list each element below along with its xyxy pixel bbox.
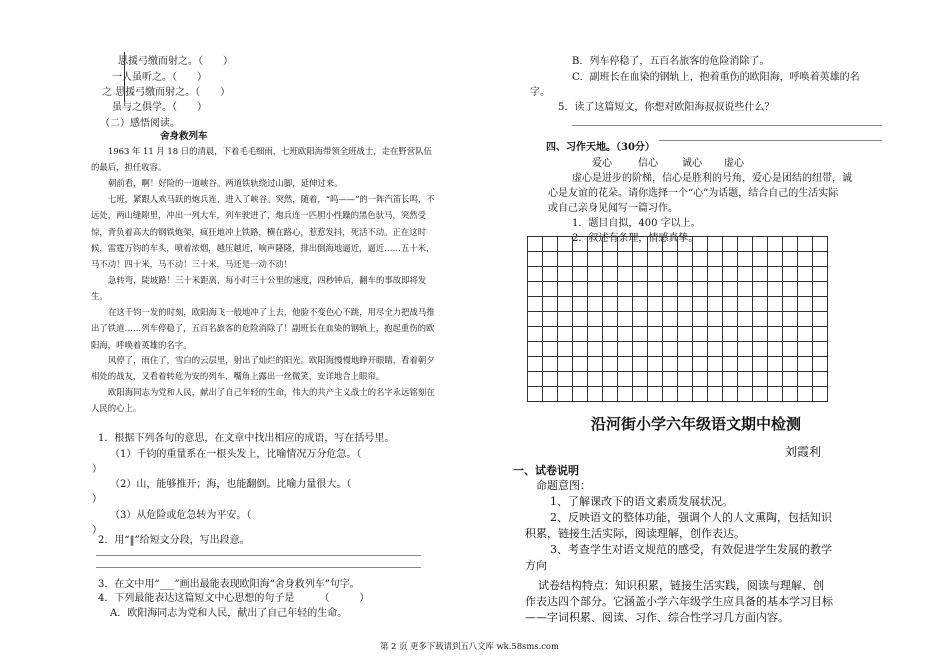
grid-row — [528, 297, 828, 312]
grid-cell[interactable] — [813, 237, 828, 252]
section-reading-heading: （二）感悟阅读。 — [100, 118, 180, 129]
grid-cell[interactable] — [543, 297, 558, 312]
question-4: 4．下列最能表达这篇短文中心思想的句子是 （ ） — [98, 593, 370, 604]
grid-cell[interactable] — [558, 252, 573, 267]
grid-cell[interactable] — [693, 327, 708, 342]
grid-cell[interactable] — [783, 387, 798, 402]
answer-paren-close: ） — [92, 464, 102, 475]
grid-cell[interactable] — [573, 372, 588, 387]
grid-cell[interactable] — [603, 387, 618, 402]
grid-cell[interactable] — [588, 297, 603, 312]
story-paragraph: 七班，紧跟人欢马跃的炮兵连，进入了峡谷。突然，随着，“呜——”的一阵汽笛长鸣，不远处，两山缝隙里，冲出一列大车，列车驶进了，炮兵连一匹胆小性躁的黑色驮马，突然受惊，背负着高大的钢铁炮架，疯狂地冲上铁路，横在路心，惹惹发抖，死活不动。正在这时候，雷霆万钧的车头，喷着浓烟，越压越近，响声隆隆，排出倒海地逼近，逼近……五十米，马不动！四十米，马不动！三十米，马还是一动不动！ — [91, 194, 435, 270]
grid-cell[interactable] — [753, 237, 768, 252]
grid-cell[interactable] — [663, 387, 678, 402]
grid-cell[interactable] — [603, 282, 618, 297]
grid-cell[interactable] — [798, 312, 813, 327]
grid-cell[interactable] — [648, 237, 663, 252]
grid-cell[interactable] — [663, 327, 678, 342]
grid-cell[interactable] — [573, 252, 588, 267]
grid-cell[interactable] — [588, 387, 603, 402]
answer-paren-close: ） — [92, 525, 102, 536]
question-3: 3．在文中用“___”画出最能表现欧阳海“舍身救列车”句字。 — [98, 579, 360, 590]
grid-cell[interactable] — [768, 297, 783, 312]
grid-cell[interactable] — [783, 312, 798, 327]
grid-cell[interactable] — [738, 327, 753, 342]
page-footer: 第 2 页 更多下载请到五八文库 wk.58sms.com — [380, 641, 559, 651]
grid-cell[interactable] — [543, 327, 558, 342]
grid-cell[interactable] — [678, 297, 693, 312]
grid-cell[interactable] — [723, 372, 738, 387]
section-1-heading: 一、试卷说明 — [513, 464, 579, 477]
grid-cell[interactable] — [783, 342, 798, 357]
grid-cell[interactable] — [588, 237, 603, 252]
grid-cell[interactable] — [708, 342, 723, 357]
question-2: 2．用“‖”给短文分段，写出段意。 — [98, 535, 250, 546]
grid-cell[interactable] — [768, 357, 783, 372]
grid-cell[interactable] — [618, 252, 633, 267]
structure-line: 作表达四个部分。它涵盖小学六年级学生应具备的基本学习目标 — [525, 595, 833, 608]
grid-cell[interactable] — [543, 267, 558, 282]
grid-cell[interactable] — [543, 387, 558, 402]
grid-cell[interactable] — [708, 387, 723, 402]
option-c: C．副班长在血染的钢轨上，抱着重伤的欧阳海，呼唤着英雄的名 — [572, 72, 860, 83]
grid-cell[interactable] — [813, 252, 828, 267]
classical-line-2: 一人虽听之。（ ） — [112, 72, 207, 83]
writing-grid[interactable] — [527, 236, 828, 402]
grid-cell[interactable] — [693, 237, 708, 252]
grid-cell[interactable] — [633, 237, 648, 252]
grid-cell[interactable] — [723, 387, 738, 402]
grid-cell[interactable] — [813, 357, 828, 372]
grid-cell[interactable] — [693, 252, 708, 267]
grid-cell[interactable] — [558, 312, 573, 327]
grid-cell[interactable] — [558, 327, 573, 342]
grid-cell[interactable] — [738, 312, 753, 327]
grid-cell[interactable] — [723, 357, 738, 372]
grid-cell[interactable] — [573, 297, 588, 312]
document-title: 沿河街小学六年级语文期中检测 — [591, 415, 802, 433]
grid-cell[interactable] — [633, 327, 648, 342]
grid-cell[interactable] — [738, 372, 753, 387]
word-option: 诚心 — [682, 158, 702, 169]
grid-cell[interactable] — [588, 267, 603, 282]
grid-cell[interactable] — [693, 342, 708, 357]
grid-cell[interactable] — [588, 327, 603, 342]
grid-cell[interactable] — [603, 327, 618, 342]
grid-cell[interactable] — [738, 342, 753, 357]
grid-cell[interactable] — [648, 282, 663, 297]
grid-cell[interactable] — [528, 342, 543, 357]
grid-cell[interactable] — [753, 327, 768, 342]
classical-line-3: 之 思援弓缴而射之。（ ） — [102, 87, 231, 98]
grid-cell[interactable] — [618, 342, 633, 357]
grid-cell[interactable] — [543, 237, 558, 252]
grid-cell[interactable] — [543, 357, 558, 372]
story-paragraph: 风停了，雨住了，雪白的云层里，射出了灿烂的阳光。欧阳海慢慢地睁开眼睛，看着朝夕相处的战友，又看着转危为安的列车，嘴角上露出一丝微笑，安详地合上眼帘。 — [91, 355, 435, 382]
grid-cell[interactable] — [603, 372, 618, 387]
grid-cell[interactable] — [783, 327, 798, 342]
grid-cell[interactable] — [588, 342, 603, 357]
grid-cell[interactable] — [573, 327, 588, 342]
story-paragraph: 在这千钧一发的时刻，欧阳海飞一般地冲了上去，他脸不变色心不跳，用尽全力把战马推出了铁道……列车停稳了，五百名旅客的危险消除了！副班长在血染的钢轨上，抱起重伤的欧阳海，呼唤着英雄的名字。 — [91, 307, 435, 350]
grid-cell[interactable] — [663, 267, 678, 282]
grid-cell[interactable] — [678, 342, 693, 357]
grid-cell[interactable] — [753, 282, 768, 297]
grid-cell[interactable] — [648, 357, 663, 372]
grid-cell[interactable] — [618, 372, 633, 387]
grid-cell[interactable] — [798, 237, 813, 252]
grid-cell[interactable] — [783, 357, 798, 372]
grid-cell[interactable] — [603, 357, 618, 372]
grid-row — [528, 252, 828, 267]
grid-cell[interactable] — [783, 372, 798, 387]
grid-cell[interactable] — [558, 297, 573, 312]
grid-cell[interactable] — [693, 312, 708, 327]
grid-cell[interactable] — [708, 282, 723, 297]
grid-cell[interactable] — [663, 297, 678, 312]
grid-cell[interactable] — [648, 252, 663, 267]
grid-cell[interactable] — [738, 282, 753, 297]
grid-cell[interactable] — [738, 237, 753, 252]
grid-cell[interactable] — [558, 357, 573, 372]
grid-cell[interactable] — [813, 327, 828, 342]
grid-cell[interactable] — [633, 297, 648, 312]
option-a: A．欧阳海同志为党和人民，献出了自己年轻的生命。 — [110, 608, 348, 619]
classical-line-4: 虽与之俱学。（ ） — [112, 102, 207, 113]
grid-cell[interactable] — [768, 282, 783, 297]
grid-cell[interactable] — [663, 312, 678, 327]
grid-cell[interactable] — [528, 327, 543, 342]
grid-cell[interactable] — [618, 297, 633, 312]
grid-cell[interactable] — [558, 267, 573, 282]
grid-cell[interactable] — [678, 372, 693, 387]
grid-cell[interactable] — [723, 267, 738, 282]
grid-cell[interactable] — [618, 357, 633, 372]
answer-line — [96, 555, 421, 556]
grid-cell[interactable] — [723, 252, 738, 267]
grid-cell[interactable] — [678, 267, 693, 282]
grid-cell[interactable] — [723, 327, 738, 342]
prompt-line: 或自己亲身见闻写一篇习作。 — [548, 203, 678, 214]
grid-cell[interactable] — [783, 282, 798, 297]
grid-cell[interactable] — [573, 312, 588, 327]
grid-cell[interactable] — [588, 372, 603, 387]
grid-cell[interactable] — [813, 282, 828, 297]
grid-cell[interactable] — [813, 372, 828, 387]
question-1-2: （2）山，能够推开；海，也能翻倒。比喻力量很大。（ — [110, 479, 352, 490]
grid-cell[interactable] — [648, 267, 663, 282]
grid-row — [528, 267, 828, 282]
requirement-2: 2．叙述有条理，情感真挚。 — [572, 233, 699, 244]
story-paragraph: 欧阳海同志为党和人民，献出了自己年轻的生命，伟大的共产主义战士的名字永远铭刻在人民的心上。 — [91, 387, 435, 414]
grid-cell[interactable] — [558, 282, 573, 297]
grid-cell[interactable] — [753, 252, 768, 267]
grid-cell[interactable] — [753, 357, 768, 372]
grid-cell[interactable] — [528, 387, 543, 402]
grid-cell[interactable] — [633, 342, 648, 357]
grid-cell[interactable] — [738, 267, 753, 282]
grid-cell[interactable] — [753, 342, 768, 357]
grid-cell[interactable] — [663, 252, 678, 267]
option-b: B．列车停稳了，五百名旅客的危险消除了。 — [572, 56, 770, 67]
grid-cell[interactable] — [813, 297, 828, 312]
story-paragraph: 急转弯，陡坡路！三十米距离，每小时三十公里的速度，四秒钟后，翻车的事故即将发生。 — [91, 275, 427, 302]
grid-cell[interactable] — [813, 312, 828, 327]
grid-cell[interactable] — [663, 282, 678, 297]
grid-cell[interactable] — [558, 237, 573, 252]
grid-cell[interactable] — [768, 387, 783, 402]
grid-cell[interactable] — [708, 372, 723, 387]
grid-cell[interactable] — [648, 312, 663, 327]
answer-line — [572, 125, 882, 126]
option-c-cont: 字。 — [530, 87, 550, 98]
grid-cell[interactable] — [738, 357, 753, 372]
grid-cell[interactable] — [678, 327, 693, 342]
grid-cell[interactable] — [528, 357, 543, 372]
grid-cell[interactable] — [603, 237, 618, 252]
grid-cell[interactable] — [783, 237, 798, 252]
grid-cell[interactable] — [573, 237, 588, 252]
grid-cell[interactable] — [768, 237, 783, 252]
word-option: 信心 — [638, 158, 658, 169]
grid-cell[interactable] — [633, 282, 648, 297]
grid-cell[interactable] — [618, 312, 633, 327]
grid-cell[interactable] — [753, 297, 768, 312]
grid-cell[interactable] — [798, 252, 813, 267]
grid-cell[interactable] — [723, 312, 738, 327]
intent-label: 命题意图： — [536, 479, 591, 492]
grid-cell[interactable] — [708, 357, 723, 372]
grid-cell[interactable] — [573, 387, 588, 402]
grid-cell[interactable] — [813, 387, 828, 402]
grid-cell[interactable] — [663, 342, 678, 357]
grid-cell[interactable] — [783, 252, 798, 267]
grid-row — [528, 387, 828, 402]
grid-row — [528, 282, 828, 297]
grid-cell[interactable] — [603, 297, 618, 312]
grid-cell[interactable] — [663, 357, 678, 372]
grid-cell[interactable] — [573, 282, 588, 297]
grid-cell[interactable] — [708, 297, 723, 312]
prompt-line: 心是友谊的花朵。请你选择一个“心”为话题，结合自己的生活实际 — [548, 188, 839, 199]
grid-cell[interactable] — [528, 282, 543, 297]
grid-cell[interactable] — [708, 252, 723, 267]
grid-cell[interactable] — [693, 267, 708, 282]
intent-item-cont: 积累，链接生活实际，阅读理解，创作表达。 — [525, 527, 745, 540]
grid-cell[interactable] — [678, 282, 693, 297]
grid-row — [528, 357, 828, 372]
grid-cell[interactable] — [528, 297, 543, 312]
grid-cell[interactable] — [528, 372, 543, 387]
grid-cell[interactable] — [663, 237, 678, 252]
grid-cell[interactable] — [798, 327, 813, 342]
author-name: 刘霞利 — [785, 445, 822, 459]
grid-cell[interactable] — [798, 342, 813, 357]
grid-cell[interactable] — [543, 342, 558, 357]
grid-cell[interactable] — [558, 387, 573, 402]
question-5: 5．读了这篇短文，你想对欧阳海叔叔说些什么？ — [558, 102, 775, 113]
grid-cell[interactable] — [588, 252, 603, 267]
classical-line-1: 思援弓缴而射之。（ ） — [118, 56, 233, 67]
grid-cell[interactable] — [573, 357, 588, 372]
grid-cell[interactable] — [798, 267, 813, 282]
grid-cell[interactable] — [618, 282, 633, 297]
grid-cell[interactable] — [633, 252, 648, 267]
structure-line: 试卷结构特点：知识积累，链接生活实践，阅读与理解、创 — [538, 579, 824, 592]
grid-cell[interactable] — [558, 372, 573, 387]
grid-cell[interactable] — [528, 237, 543, 252]
grid-cell[interactable] — [648, 387, 663, 402]
grid-cell[interactable] — [633, 387, 648, 402]
bracket-line — [124, 52, 125, 102]
grid-cell[interactable] — [723, 342, 738, 357]
grid-cell[interactable] — [708, 312, 723, 327]
intent-item-cont: 方向 — [525, 559, 547, 572]
grid-cell[interactable] — [528, 267, 543, 282]
grid-cell[interactable] — [783, 297, 798, 312]
grid-row — [528, 327, 828, 342]
grid-cell[interactable] — [708, 267, 723, 282]
grid-cell[interactable] — [708, 237, 723, 252]
grid-cell[interactable] — [768, 372, 783, 387]
grid-cell[interactable] — [603, 312, 618, 327]
grid-cell[interactable] — [738, 387, 753, 402]
grid-cell[interactable] — [633, 267, 648, 282]
grid-cell[interactable] — [543, 282, 558, 297]
question-1: 1．根据下列各句的意思，在文章中找出相应的成语，写在括号里。 — [98, 433, 395, 444]
grid-cell[interactable] — [768, 312, 783, 327]
grid-cell[interactable] — [618, 387, 633, 402]
answer-line — [96, 567, 421, 568]
grid-cell[interactable] — [723, 237, 738, 252]
grid-cell[interactable] — [618, 237, 633, 252]
grid-cell[interactable] — [678, 312, 693, 327]
word-option: 虚心 — [724, 158, 744, 169]
requirement-1: 1．题目自拟，400 字以上。 — [572, 218, 701, 229]
grid-row — [528, 312, 828, 327]
grid-cell[interactable] — [543, 252, 558, 267]
story-paragraph: 1963 年 11 月 18 日的清晨，下着毛毛细雨，七班欧阳海带领全班战士，走在野营队伍的最后，担任收容。 — [91, 146, 432, 173]
grid-cell[interactable] — [633, 357, 648, 372]
grid-cell[interactable] — [798, 357, 813, 372]
grid-cell[interactable] — [543, 312, 558, 327]
grid-cell[interactable] — [528, 312, 543, 327]
prompt-line: 虚心是进步的阶梯，信心是胜利的号角，爱心是团结的纽带，诚 — [572, 173, 852, 184]
grid-cell[interactable] — [633, 312, 648, 327]
grid-cell[interactable] — [678, 387, 693, 402]
grid-cell[interactable] — [723, 282, 738, 297]
grid-cell[interactable] — [573, 267, 588, 282]
intent-item: 3、考查学生对语文规范的感受，有效促进学生发展的教学 — [550, 543, 832, 556]
grid-cell[interactable] — [618, 327, 633, 342]
intent-item: 1、了解课改下的语文素质发展状况。 — [550, 495, 733, 508]
grid-cell[interactable] — [768, 342, 783, 357]
grid-cell[interactable] — [603, 342, 618, 357]
grid-cell[interactable] — [648, 327, 663, 342]
grid-cell[interactable] — [558, 342, 573, 357]
grid-cell[interactable] — [798, 282, 813, 297]
grid-cell[interactable] — [708, 327, 723, 342]
grid-cell[interactable] — [753, 312, 768, 327]
word-option: 爱心 — [592, 158, 612, 169]
structure-line: ——字词积累、阅读、习作、综合性学习几方面内容。 — [525, 611, 789, 624]
grid-cell[interactable] — [768, 327, 783, 342]
grid-cell[interactable] — [648, 372, 663, 387]
grid-cell[interactable] — [588, 357, 603, 372]
grid-cell[interactable] — [783, 267, 798, 282]
grid-cell[interactable] — [753, 372, 768, 387]
grid-cell[interactable] — [663, 372, 678, 387]
question-1-1: （1）千钧的重量系在一根头发上，比喻情况万分危急。（ — [110, 449, 362, 460]
grid-cell[interactable] — [738, 297, 753, 312]
grid-cell[interactable] — [798, 297, 813, 312]
question-1-3: （3）从危险或危急转为平安。（ — [110, 510, 252, 521]
grid-cell[interactable] — [618, 267, 633, 282]
grid-cell[interactable] — [693, 387, 708, 402]
grid-cell[interactable] — [648, 297, 663, 312]
grid-cell[interactable] — [588, 282, 603, 297]
grid-cell[interactable] — [813, 267, 828, 282]
grid-cell[interactable] — [813, 342, 828, 357]
grid-cell[interactable] — [693, 282, 708, 297]
grid-cell[interactable] — [723, 297, 738, 312]
grid-row — [528, 372, 828, 387]
grid-cell[interactable] — [693, 357, 708, 372]
grid-cell[interactable] — [693, 297, 708, 312]
grid-row — [528, 342, 828, 357]
grid-cell[interactable] — [753, 267, 768, 282]
story-paragraph: 朝前看，啊！好险的一道峡谷。两道铁轨绕过山脚，延伸过来。 — [108, 178, 343, 188]
grid-cell[interactable] — [768, 267, 783, 282]
grid-cell[interactable] — [798, 372, 813, 387]
grid-cell[interactable] — [753, 387, 768, 402]
story-title: 舍身救列车 — [160, 131, 208, 142]
grid-cell[interactable] — [633, 372, 648, 387]
grid-cell[interactable] — [648, 342, 663, 357]
grid-cell[interactable] — [573, 342, 588, 357]
grid-cell[interactable] — [678, 357, 693, 372]
grid-cell[interactable] — [528, 252, 543, 267]
grid-cell[interactable] — [798, 387, 813, 402]
grid-cell[interactable] — [678, 252, 693, 267]
grid-cell[interactable] — [768, 252, 783, 267]
grid-cell[interactable] — [693, 372, 708, 387]
intent-item: 2、反映语文的整体功能，强调个人的人文熏陶，包括知识 — [550, 511, 832, 524]
grid-cell[interactable] — [603, 252, 618, 267]
grid-cell[interactable] — [543, 372, 558, 387]
answer-paren-close: ） — [92, 494, 102, 505]
section-4-heading: 四、习作天地。（30分） — [546, 138, 659, 153]
grid-cell[interactable] — [738, 252, 753, 267]
grid-cell[interactable] — [678, 237, 693, 252]
grid-row — [528, 237, 828, 252]
grid-cell[interactable] — [603, 267, 618, 282]
grid-cell[interactable] — [588, 312, 603, 327]
